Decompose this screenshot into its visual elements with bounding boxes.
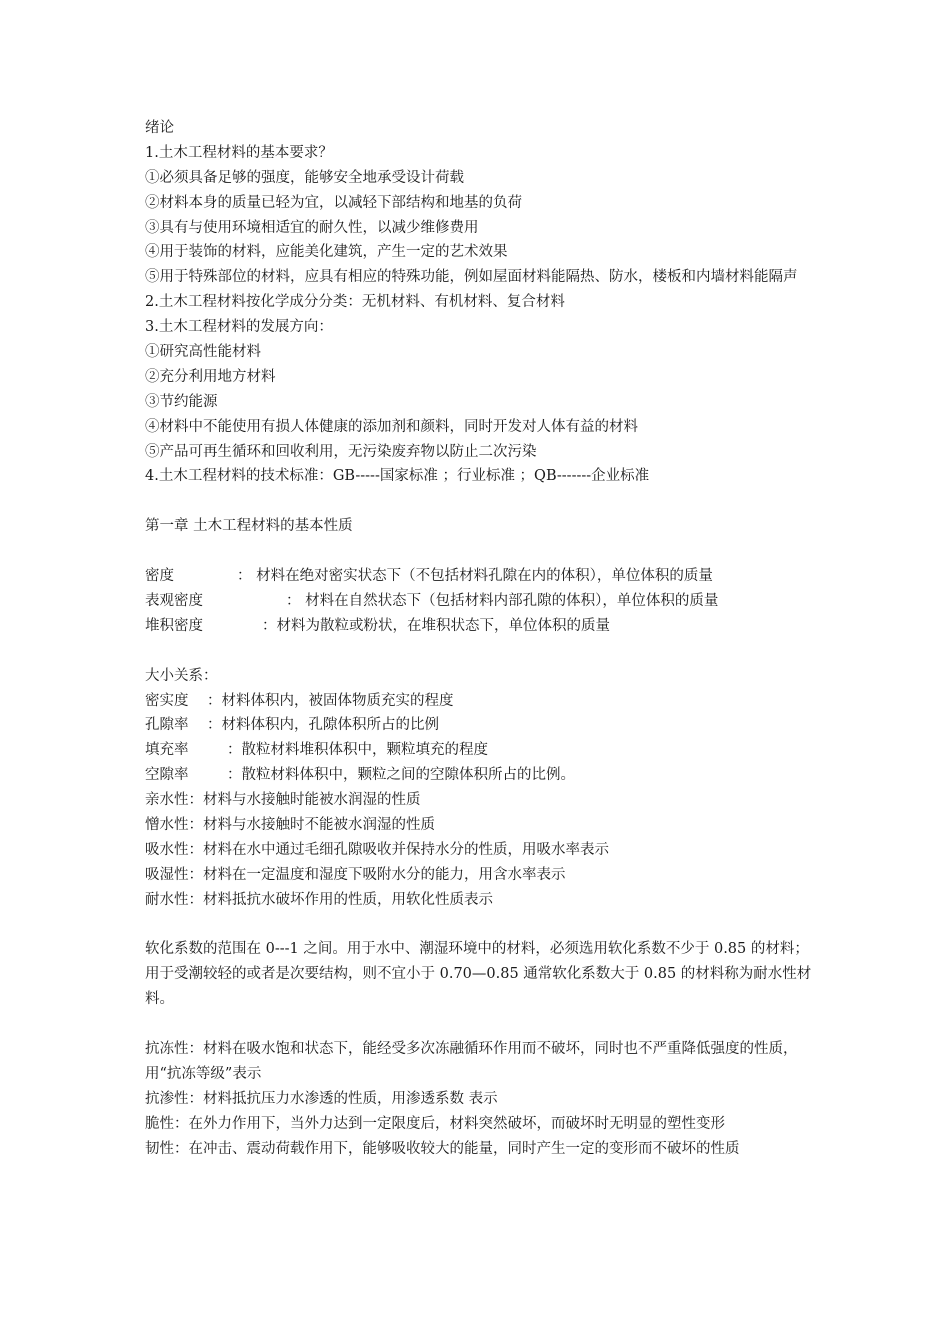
impermeability: 抗渗性：材料抵抗压力水渗透的性质，用渗透系数 表示 (145, 1090, 498, 1107)
softening-paragraph: 软化系数的范围在 0---1 之间。用于水中、潮湿环境中的材料，必须选用软化系数不少于 0.85 的材料；用于受潮较轻的或者是次要结构，则不宜小于 0.70—0.85 通常软化系数大于 0.85 的材料称为耐水性材料。 (145, 941, 812, 1008)
list-item: ⑤产品可再生循环和回收利用，无污染废弃物以防止二次污染 (145, 443, 537, 460)
term: 堆积密度 (145, 617, 203, 634)
list-item: ①必须具备足够的强度，能够安全地承受设计荷载 (145, 169, 464, 186)
definition: ：散粒材料体积中，颗粒之间的空隙体积所占的比例。 (227, 767, 575, 784)
question-4: 4.土木工程材料的技术标准：GB-----国家标准 ；行业标准 ；QB-------企业标准 (145, 468, 650, 485)
term: 密实度 (145, 692, 189, 709)
definition-porosity (145, 713, 815, 738)
spacer (145, 913, 815, 938)
definition-apparent-density (145, 589, 815, 614)
definition: ：材料体积内，孔隙体积所占的比例 (207, 717, 439, 734)
term: 表观密度 (145, 592, 203, 609)
definition-void-ratio (145, 763, 815, 788)
list-item: ④材料中不能使用有损人体健康的添加剂和颜料，同时开发对人体有益的材料 (145, 418, 638, 435)
question-1: 1.土木工程材料的基本要求？ (145, 144, 333, 161)
chapter-title: 第一章 土木工程材料的基本性质 (145, 518, 353, 535)
relation-title: 大小关系： (145, 667, 218, 684)
definition: ： 材料在绝对密实状态下（不包括材料孔隙在内的体积），单位体积的质量 (237, 568, 713, 585)
property-line: 亲水性：材料与水接触时能被水润湿的性质 (145, 792, 421, 809)
property-line: 吸水性：材料在水中通过毛细孔隙吸收并保持水分的性质，用吸水率表示 (145, 841, 609, 858)
spacer (145, 639, 815, 664)
definition: ：材料为散粒或粉状，在堆积状态下，单位体积的质量 (262, 617, 610, 634)
list-item: ③节约能源 (145, 393, 218, 410)
term: 填充率 (145, 742, 189, 759)
intro-title: 绪论 (145, 120, 174, 136)
list-item: ②材料本身的质量已轻为宜，以减轻下部结构和地基的负荷 (145, 194, 522, 211)
spacer (145, 539, 815, 564)
term: 空隙率 (145, 767, 189, 784)
definition-density (145, 564, 815, 589)
spacer (145, 1012, 815, 1037)
definition-compactness (145, 689, 815, 714)
toughness: 韧性：在冲击、震动荷载作用下，能够吸收较大的能量，同时产生一定的变形而不破坏的性质 (145, 1140, 740, 1157)
document-page (145, 116, 815, 1162)
definition: ：散粒材料堆积体积中，颗粒填充的程度 (227, 742, 488, 759)
property-line: 吸湿性：材料在一定温度和湿度下吸附水分的能力，用含水率表示 (145, 866, 566, 883)
list-item: ①研究高性能材料 (145, 344, 261, 361)
brittleness: 脆性：在外力作用下，当外力达到一定限度后，材料突然破坏，而破坏时无明显的塑性变形 (145, 1115, 725, 1132)
term: 孔隙率 (145, 717, 189, 734)
frost-resistance: 抗冻性：材料在吸水饱和状态下，能经受多次冻融循环作用而不破坏，同时也不严重降低强度的性质，用“抗冻等级”表示 (145, 1041, 798, 1082)
term: 密度 (145, 568, 174, 585)
definition-bulk-density (145, 614, 815, 639)
definition: ：材料体积内，被固体物质充实的程度 (207, 692, 454, 709)
definition: ： 材料在自然状态下（包括材料内部孔隙的体积），单位体积的质量 (286, 592, 719, 609)
question-3: 3.土木工程材料的发展方向： (145, 319, 333, 336)
list-item: ⑤用于特殊部位的材料，应具有相应的特殊功能，例如屋面材料能隔热、防水，楼板和内墙材料能隔声 (145, 269, 798, 286)
list-item: ④用于装饰的材料，应能美化建筑，产生一定的艺术效果 (145, 244, 508, 261)
list-item: ②充分利用地方材料 (145, 368, 276, 385)
definition-filling-rate (145, 738, 815, 763)
property-line: 耐水性：材料抵抗水破坏作用的性质，用软化性质表示 (145, 891, 493, 908)
question-2: 2.土木工程材料按化学成分分类：无机材料、有机材料、复合材料 (145, 294, 565, 311)
property-line: 憎水性：材料与水接触时不能被水润湿的性质 (145, 816, 435, 833)
list-item: ③具有与使用环境相适宜的耐久性，以减少维修费用 (145, 219, 479, 236)
spacer (145, 489, 815, 514)
